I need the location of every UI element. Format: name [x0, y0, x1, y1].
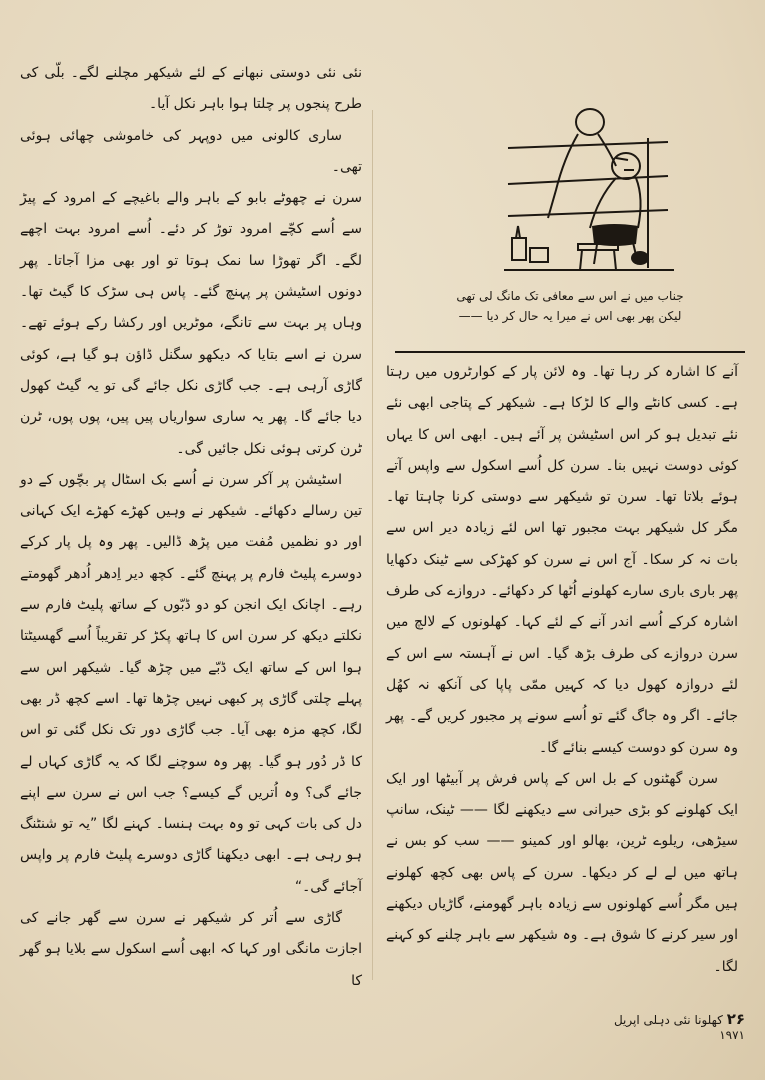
paragraph: نئی نئی دوستی نبھانے کے لئے شیکھر مچلنے لگے۔ بلّی کی طرح پنجوں پر چلتا ہوا باہر نکل آیا۔ — [20, 65, 362, 113]
cartoon-caption — [400, 286, 740, 326]
caption-line: جناب میں نے اس سے معافی تک مانگ لی تھی — [456, 289, 684, 303]
right-text-column — [386, 357, 738, 983]
paragraph: سرن نے چھوٹے بابو کے باہر والے باغیچے کے امرود کے پیڑ سے اُسے کچّے امرود توڑ کر دئے۔ اُسے امرود بہت اچھے لگے۔ اگر تھوڑا سا نمک ہوتا تو اور بھی مزا آجاتا۔ پھر دونوں اسٹیشن پر پہنچ گئے۔ پاس ہی سڑک کا گیٹ تھا۔ وہاں پر بہت سے تانگے، موٹریں اور رکشا رکے ہوئے تھے۔ سرن نے اسے بتایا کہ دیکھو سگنل ڈاؤن ہو گیا ہے، کوئی گاڑی آرہی ہے۔ جب گاڑی نکل جائے گی تو یہ گیٹ کھول دیا جائے گا۔ پھر یہ ساری سواریاں پیں پیں، پوں پوں، ٹرن ٹرن کرتی ہوئی نکل جائیں گی۔ — [20, 190, 362, 457]
page-number: ۲۶ — [726, 1010, 745, 1028]
caption-line: لیکن پھر بھی اس نے میرا یہ حال کر دیا —— — [458, 309, 682, 323]
paragraph: ساری کالونی میں دوپہر کی خاموشی چھائی ہوئی تھی۔ — [20, 127, 362, 175]
paragraph: گاڑی سے اُتر کر شیکھر نے سرن سے گھر جانے کی اجازت مانگی اور کہا کہ ابھی اُسے اسکول سے بلایا ہو گھر کا — [20, 910, 362, 989]
boxing-cartoon-illustration — [498, 98, 678, 276]
paragraph: آنے کا اشارہ کر رہا تھا۔ وہ لائن پار کے کوارٹروں میں رہتا ہے۔ کسی کانٹے والے کا لڑکا ہے۔ شیکھر کے پتاجی ابھی نئے نئے تبدیل ہو کر اس اسٹیشن پر آئے ہیں۔ ابھی اس کا یہاں کوئی دوست نہیں بنا۔ سرن کل اُسے اسکول سے واپس آتے ہوئے بلاتا تھا۔ سرن تو شیکھر سے دوستی کرنا چاہتا تھا۔ مگر کل شیکھر بہت مجبور تھا اس لئے زیادہ دیر اس سے بات نہ کر سکا۔ آج اس نے سرن کو کھڑکی سے ٹینک دکھایا پھر باری باری سارے کھلونے اُٹھا کر دکھائے۔ دروازے کی طرف اشارہ کرکے اُسے اندر آنے کے لئے کہا۔ کھلونوں کے لالچ میں سرن دروازے کی طرف بڑھ گیا۔ اس نے آہستہ سے اس کے لئے دروازہ کھول دیا کہ کہیں ممّی پاپا کی آنکھ نہ کھُل جائے۔ اگر وہ جاگ گئے تو اُسے سونے پر مجبور کریں گے۔ پھر وہ سرن کو دوست کیسے بنائے گا۔ — [386, 364, 738, 756]
page-footer — [585, 1010, 745, 1042]
section-divider — [395, 351, 745, 353]
cartoon-drawing — [498, 98, 678, 276]
left-text-column — [20, 58, 362, 997]
column-divider — [372, 110, 373, 980]
paragraph: اسٹیشن پر آکر سرن نے اُسے بک اسٹال پر بچّوں کے دو تین رسالے دکھائے۔ شیکھر نے وہیں کھڑے کھڑے ایک کہانی اور دو نظمیں مُفت میں پڑھ ڈالیں۔ پھر وہ پل پار کرکے دوسرے پلیٹ فارم پر پہنچ گئے۔ کچھ دیر اِدھر اُدھر گھومتے رہے۔ اچانک ایک انجن کو دو ڈبّوں کے ساتھ پلیٹ فارم سے نکلتے دیکھ کر سرن اس کا ہاتھ پکڑ کر تقریباً اُسے گھسیٹتا ہوا اس کے ساتھ ایک ڈبّے میں چڑھ گیا۔ شیکھر اس سے پہلے چلتی گاڑی پر کبھی نہیں چڑھا تھا۔ اسے کچھ ڈر بھی لگا، کچھ مزہ بھی آیا۔ جب گاڑی دور تک نکل گئی تو اس کا ڈر دُور ہو گیا۔ پھر وہ سوچنے لگا کہ یہ گاڑی کہاں لے جائے گی؟ وہ اُتریں گے کیسے؟ جب اس نے سرن سے اپنے دل کی بات کہی تو وہ بہت ہنسا۔ کہنے لگا ”یہ تو شنٹنگ ہو رہی ہے۔ ابھی دیکھنا گاڑی دوسرے پلیٹ فارم پر واپس آجائے گی۔“ — [20, 471, 362, 895]
footer-publication: کھلونا نئی دہلی اپریل ۱۹۷۱ — [613, 1013, 745, 1042]
paragraph: سرن گھٹنوں کے بل اس کے پاس فرش پر آبیٹھا اور ایک ایک کھلونے کو بڑی حیرانی سے دیکھنے لگا —— ٹینک، سانپ سیڑھی، ریلوے ٹرین، بھالو اور کمینو —— سب کو بس نے ہاتھ میں لے لے کر دیکھا۔ سرن کے پاس بھی کچھ کھلونے ہیں مگر اُسے کھلونوں سے زیادہ باہر گھومنے، گاڑیاں دیکھنے اور سیر کرنے کا شوق ہے۔ وہ شیکھر سے باہر چلنے کو کہنے لگا۔ — [386, 770, 738, 975]
